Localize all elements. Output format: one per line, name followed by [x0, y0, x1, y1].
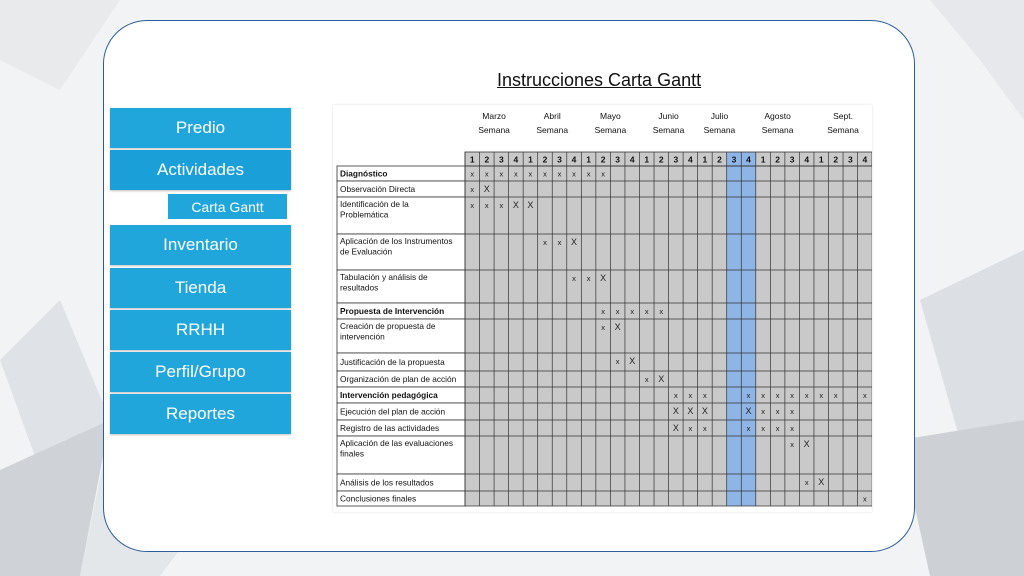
schedule-mark: x	[470, 185, 475, 195]
schedule-mark: x	[615, 357, 620, 367]
schedule-mark: X	[571, 237, 578, 248]
schedule-mark: x	[775, 407, 780, 417]
schedule-mark: x	[630, 307, 635, 317]
week-number: 2	[775, 154, 780, 165]
schedule-mark: X	[701, 406, 708, 417]
menu-item-predio[interactable]: Predio	[110, 108, 291, 148]
week-number: 1	[586, 154, 591, 165]
gantt-table	[333, 105, 872, 512]
week-number: 1	[644, 154, 650, 165]
week-caption: Semana	[827, 125, 859, 135]
menu-item-actividades[interactable]: Actividades	[110, 150, 291, 190]
schedule-mark: x	[543, 169, 547, 179]
activity-label: Intervención pedagógica	[340, 390, 438, 401]
menu-item-tienda[interactable]: Tienda	[110, 268, 291, 308]
schedule-mark: x	[775, 424, 780, 434]
schedule-mark: x	[746, 424, 751, 434]
week-number: 2	[542, 154, 548, 165]
week-number: 4	[688, 154, 693, 165]
schedule-mark: x	[528, 169, 533, 179]
month-label: Sept.	[833, 111, 853, 121]
activity-label: Observación Directa	[340, 184, 416, 195]
schedule-mark: x	[601, 323, 606, 333]
schedule-mark: x	[644, 307, 649, 317]
week-caption: Semana	[703, 125, 736, 135]
schedule-mark: X	[818, 477, 825, 488]
week-number: 1	[760, 154, 766, 165]
schedule-mark: X	[629, 356, 636, 367]
highlight-column	[727, 152, 742, 506]
schedule-mark: x	[688, 424, 693, 434]
week-number: 3	[789, 154, 795, 165]
week-number: 3	[498, 154, 504, 165]
schedule-mark: x	[572, 169, 576, 179]
week-number: 3	[557, 154, 562, 165]
activity-label: Aplicación de las evaluaciones	[340, 438, 454, 448]
schedule-mark: X	[483, 184, 490, 195]
schedule-mark: x	[790, 440, 795, 450]
schedule-mark: x	[601, 307, 606, 317]
submenu-item-carta-gantt[interactable]: Carta Gantt	[168, 194, 287, 219]
schedule-mark: x	[470, 169, 475, 179]
schedule-mark: x	[572, 274, 576, 284]
week-number: 1	[702, 154, 708, 165]
page-title: Instrucciones Carta Gantt	[497, 70, 702, 90]
schedule-mark: x	[819, 391, 824, 401]
week-number: 2	[600, 154, 606, 165]
schedule-mark: x	[484, 169, 489, 179]
month-label: Agosto	[764, 111, 791, 121]
schedule-mark: x	[514, 169, 518, 179]
week-number: 4	[571, 154, 577, 165]
activity-label: Tabulación y análisis de	[340, 272, 428, 282]
activity-label: intervención	[340, 331, 385, 342]
activity-label: Conclusiones finales	[340, 493, 417, 504]
activity-label: Análisis de los resultados	[340, 477, 434, 488]
week-number: 2	[833, 154, 839, 165]
schedule-mark: x	[761, 407, 765, 417]
activity-label: Diagnóstico	[340, 168, 388, 179]
schedule-mark: x	[586, 169, 591, 179]
schedule-mark: x	[790, 424, 795, 434]
month-label: Julio	[710, 111, 729, 121]
week-number: 1	[528, 154, 533, 165]
activity-label: Registro de las actividades	[340, 423, 440, 434]
activity-label: Propuesta de Intervención	[340, 306, 445, 317]
week-number: 4	[513, 154, 519, 165]
schedule-mark: x	[659, 307, 664, 317]
schedule-mark: x	[484, 201, 489, 211]
schedule-mark: x	[790, 391, 795, 401]
schedule-mark: x	[761, 391, 765, 401]
schedule-mark: X	[658, 374, 665, 385]
activity-label: Organización de plan de acción	[340, 374, 457, 385]
schedule-mark: x	[543, 238, 547, 248]
schedule-mark: x	[557, 169, 562, 179]
week-number: 1	[469, 154, 475, 165]
activity-label: Justificación de la propuesta	[340, 357, 445, 368]
activity-label: resultados	[340, 282, 379, 293]
schedule-mark: X	[672, 423, 679, 434]
week-number: 4	[804, 154, 810, 165]
schedule-mark: X	[803, 439, 810, 450]
month-label: Abril	[543, 111, 561, 121]
schedule-mark: x	[688, 391, 693, 401]
week-number: 3	[673, 154, 679, 165]
schedule-mark: x	[862, 494, 867, 504]
schedule-mark: x	[601, 169, 606, 179]
month-label: Marzo	[482, 111, 506, 121]
schedule-mark: x	[761, 424, 765, 434]
activity-label: Ejecución del plan de acción	[340, 406, 446, 417]
gantt-chart-image	[333, 105, 872, 512]
month-label: Mayo	[600, 111, 621, 121]
schedule-mark: X	[614, 322, 621, 333]
schedule-mark: X	[745, 406, 752, 417]
menu-item-perfil-grupo[interactable]: Perfil/Grupo	[110, 352, 291, 392]
week-number: 1	[818, 154, 824, 165]
week-number: 3	[847, 154, 853, 165]
schedule-mark: x	[833, 391, 838, 401]
activity-label: finales	[340, 448, 364, 459]
schedule-mark: X	[512, 200, 519, 211]
schedule-mark: x	[790, 407, 795, 417]
schedule-mark: x	[586, 274, 591, 284]
week-caption: Semana	[478, 125, 510, 135]
week-number: 2	[658, 154, 664, 165]
schedule-mark: X	[527, 200, 534, 211]
activity-label: Problemática	[340, 209, 389, 220]
schedule-mark: x	[804, 391, 809, 401]
menu-item-inventario[interactable]: Inventario	[110, 225, 291, 265]
activity-label: Aplicación de los Instrumentos	[340, 236, 453, 246]
week-caption: Semana	[594, 125, 627, 135]
menu-item-reportes[interactable]: Reportes	[110, 394, 291, 434]
schedule-mark: x	[703, 391, 707, 401]
week-number: 2	[484, 154, 490, 165]
menu-item-rrhh[interactable]: RRHH	[110, 310, 291, 350]
schedule-mark: x	[673, 391, 678, 401]
schedule-mark: x	[775, 391, 780, 401]
schedule-mark: X	[672, 406, 679, 417]
schedule-mark: x	[703, 424, 707, 434]
week-caption: Semana	[536, 125, 569, 135]
month-label: Junio	[658, 111, 679, 121]
schedule-mark: x	[746, 391, 751, 401]
highlight-column	[741, 152, 756, 506]
week-caption: Semana	[652, 125, 685, 135]
schedule-mark: x	[804, 478, 809, 488]
week-number: 3	[731, 154, 737, 165]
schedule-mark: x	[499, 201, 504, 211]
schedule-mark: x	[470, 201, 475, 211]
activity-label: Identificación de la	[340, 199, 409, 209]
schedule-mark: x	[615, 307, 620, 317]
activity-label: Creación de propuesta de	[340, 321, 436, 331]
week-number: 4	[746, 154, 751, 165]
schedule-mark: x	[644, 375, 649, 385]
week-number: 4	[862, 154, 868, 165]
schedule-mark: X	[687, 406, 694, 417]
schedule-mark: x	[499, 169, 504, 179]
schedule-mark: x	[557, 238, 562, 248]
schedule-mark: x	[862, 391, 867, 401]
week-number: 4	[629, 154, 635, 165]
week-caption: Semana	[761, 125, 794, 135]
activity-label: de Evaluación	[340, 246, 393, 257]
week-number: 3	[615, 154, 621, 165]
schedule-mark: X	[600, 273, 607, 284]
week-number: 2	[717, 154, 722, 165]
